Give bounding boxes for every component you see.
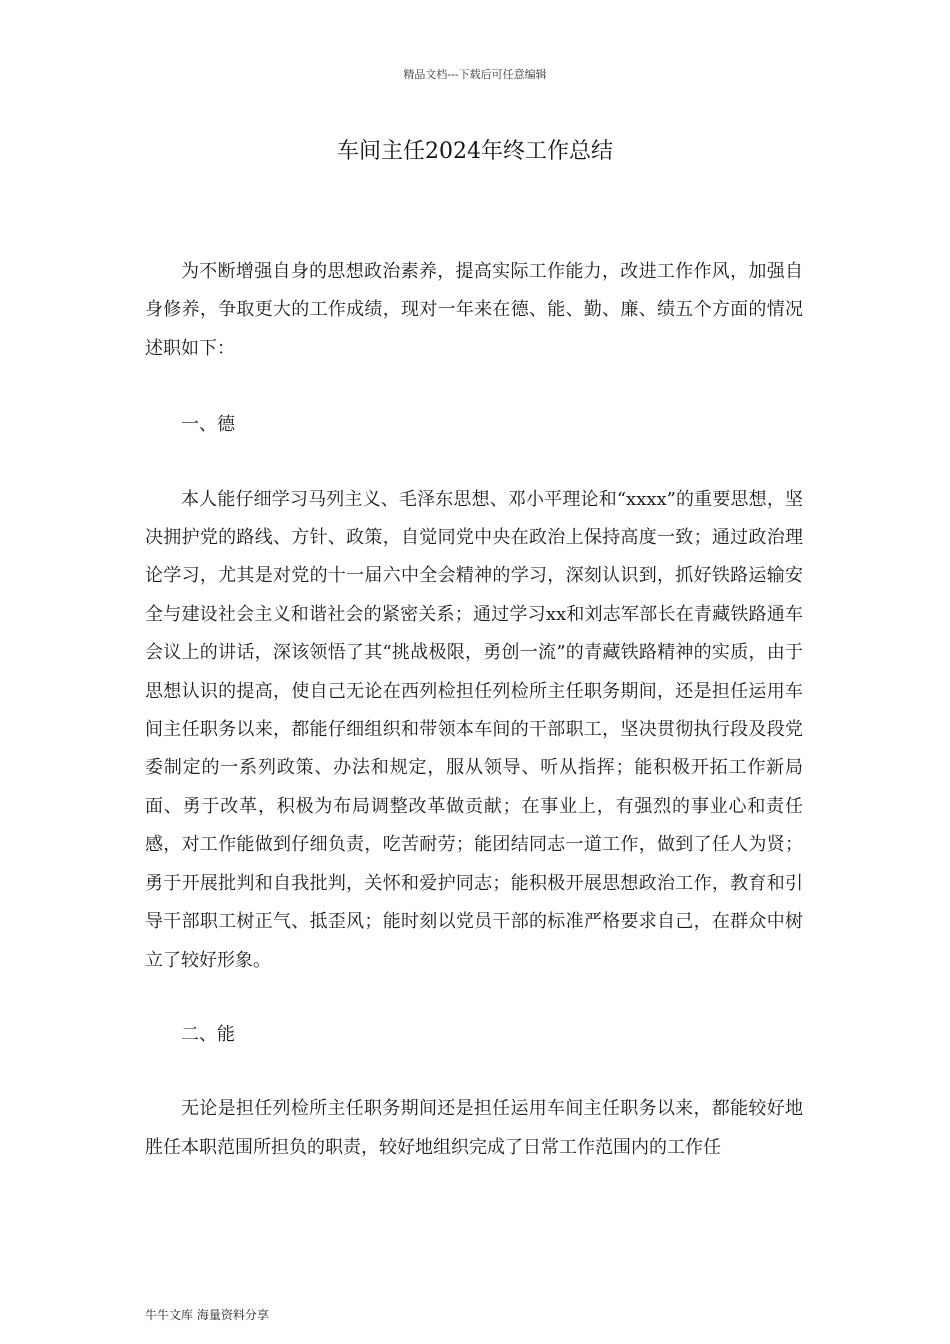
page-header: 精品文档---下载后可任意编辑 [403,68,547,81]
paragraph-spacer [145,1054,803,1090]
intro-paragraph: 为不断增强自身的思想政治素养，提高实际工作能力，改进工作作风，加强自身修养，争取更大的工作成绩，现对一年来在德、能、勤、廉、绩五个方面的情况述职如下： [145,261,803,359]
paragraph-spacer [145,368,803,406]
paragraph-spacer [145,445,803,481]
paragraph-spacer [145,980,803,1016]
section-body-neng: 无论是担任列检所主任职务期间还是担任运用车间主任职务以来，都能较好地胜任本职范围所担负的职责，较好地组织完成了日常工作范围内的工作任 [145,1098,803,1158]
section-heading-de: 一、德 [181,414,235,436]
page-footer: 牛牛文库 海量资料分享 [145,1308,269,1322]
section-heading-neng: 二、能 [181,1023,235,1045]
document-body [145,253,803,1167]
section-body-de: 本人能仔细学习马列主义、毛泽东思想、邓小平理论和“xxxx”的重要思想，坚决拥护党的路线、方针、政策，自觉同党中央在政治上保持高度一致；通过政治理论学习，尤其是对党的十一届六中全会精神的学习，深刻认识到，抓好铁路运输安全与建设社会主义和谐社会的紧密关系；通过学习xx和刘志军部长在青藏铁路通车会议上的讲话，深该领悟了其“挑战极限，勇创一流”的青藏铁路精神的实质，由于思想认识的提高，使自己无论在西列检担任列检所主任职务期间，还是担任运用车间主任职务以来，都能仔细组织和带领本车间的干部职工，坚决贯彻执行段及段党委制定的一系列政策、办法和规定，服从领导、听从指挥；能积极开拓工作新局面、勇于改革，积极为布局调整改革做贡献；在事业上，有强烈的事业心和责任感，对工作能做到仔细负责，吃苦耐劳；能团结同志一道工作，做到了任人为贤；勇于开展批判和自我批判，关怀和爱护同志；能积极开展思想政治工作，教育和引导干部职工树正气、抵歪风；能时刻以党员干部的标准严格要求自己，在群众中树立了较好形象。 [145,488,803,971]
document-title: 车间主任2024年终工作总结 [337,139,613,164]
